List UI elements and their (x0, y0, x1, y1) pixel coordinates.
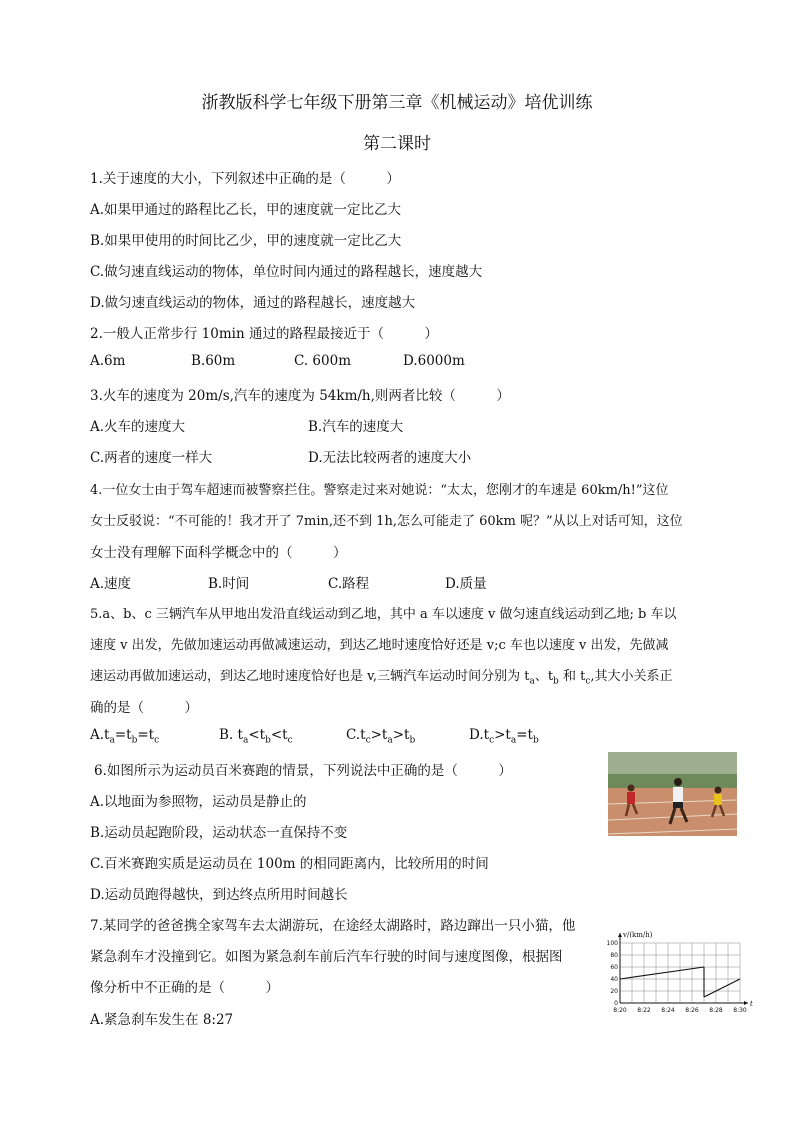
speed-time-chart (604, 925, 754, 1015)
q7-line-3: 像分析中不正确的是（ ） (90, 980, 279, 996)
q5-option-b: B. $t_a<t_b<t_c$ (219, 727, 293, 746)
q4-option-a: A.速度 (90, 576, 132, 592)
y-tick-label: 80 (610, 952, 618, 959)
q4-line-1: 4.一位女士由于驾车超速而被警察拦住。警察走过来对她说：“太太，您刚才的车速是 60km/h!”这位 (90, 483, 669, 498)
q2-stem: 2.一般人正常步行 10min 通过的路程最接近于（ ） (90, 326, 438, 342)
q5-line-4: 确的是（ ） (90, 700, 198, 716)
page-subtitle: 第二课时 (363, 134, 431, 154)
sprint-race-photo (608, 752, 737, 836)
q5-option-d: $D.t_c>t_a=t_b$ (469, 727, 539, 746)
q5-line-2: 速度 v 出发，先做加速运动再做减速运动，到达乙地时速度恰好还是 v;c 车也以速度 v 出发，先做减 (90, 638, 669, 653)
x-axis-label: t (750, 1000, 753, 1008)
x-tick-label: 8:24 (661, 1007, 675, 1014)
y-tick-label: 100 (606, 940, 618, 947)
q3-option-b: B.汽车的速度大 (308, 419, 404, 435)
q4-line-2: 女士反驳说：“不可能的！我才开了 7min,还不到 1h,怎么可能走了 60km 呢？”从以上对话可知，这位 (90, 514, 683, 529)
q1-option-a: A.如果甲通过的路程比乙长，甲的速度就一定比乙大 (90, 202, 402, 218)
speed-series-line (704, 979, 740, 997)
q4-option-c: C.路程 (328, 576, 370, 592)
q5-line-3: 速运动再做加速运动，到达乙地时速度恰好也是 v,三辆汽车运动时间分别为 $t_a$、$t_b$ 和 $t_c$,其大小关系正 (90, 669, 673, 687)
page-title: 浙教版科学七年级下册第三章《机械运动》培优训练 (201, 93, 593, 113)
q1-option-c: C.做匀速直线运动的物体，单位时间内通过的路程越长，速度越大 (90, 264, 483, 280)
q6-option-b: B.运动员起跑阶段，运动状态一直保持不变 (90, 825, 348, 841)
q1-stem: 1.关于速度的大小，下列叙述中正确的是（ ） (90, 171, 400, 187)
x-axis-arrow (744, 1001, 748, 1005)
q4-option-b: B.时间 (208, 576, 250, 592)
y-axis-arrow (618, 933, 622, 937)
x-tick-label: 8:30 (733, 1007, 747, 1014)
q2-option-b: B.60m (191, 353, 236, 369)
x-tick-label: 8:28 (709, 1007, 723, 1014)
speed-series-line (620, 967, 704, 979)
q3-stem: 3.火车的速度为 20m/s,汽车的速度为 54km/h,则两者比较（ ） (90, 388, 510, 404)
q7-option-a: A.紧急刹车发生在 8:27 (90, 1012, 234, 1028)
q3-option-a: A.火车的速度大 (90, 419, 186, 435)
q3-option-d: D.无法比较两者的速度大小 (308, 450, 472, 466)
x-tick-label: 8:26 (685, 1007, 699, 1014)
q6-option-c: C.百米赛跑实质是运动员在 100m 的相同距离内，比较所用的时间 (90, 856, 489, 872)
q2-option-d: D.6000m (403, 353, 465, 369)
q3-option-c: C.两者的速度一样大 (90, 450, 213, 466)
y-tick-label: 60 (610, 964, 618, 971)
x-tick-label: 8:20 (613, 1007, 627, 1014)
q2-option-a: A.6m (90, 353, 126, 369)
y-tick-label: 40 (610, 976, 618, 983)
q7-line-2: 紧急刹车才没撞到它。如图为紧急刹车前后汽车行驶的时间与速度图像，根据图 (90, 949, 563, 965)
x-tick-label: 8:22 (637, 1007, 651, 1014)
q7-line-1: 7.某同学的爸爸携全家驾车去太湖游玩，在途经太湖路时，路边蹿出一只小猫，他 (90, 918, 576, 934)
q4-option-d: D.质量 (445, 576, 487, 592)
y-tick-label: 20 (610, 988, 618, 995)
q4-line-3: 女士没有理解下面科学概念中的（ ） (90, 545, 347, 561)
q5-option-c: $C.t_c>t_a>t_b$ (346, 727, 416, 746)
y-axis-label: v/(km/h) (623, 931, 653, 939)
q5-line-1: 5.a、b、c 三辆汽车从甲地出发沿直线运动到乙地，其中 a 车以速度 v 做匀速直线运动到乙地; b 车以 (90, 607, 677, 622)
q6-option-a: A.以地面为参照物，运动员是静止的 (90, 794, 307, 810)
q5-option-a: $A.t_a=t_b=t_c$ (90, 727, 160, 746)
y-tick-label: 0 (614, 1000, 618, 1007)
q2-option-c: C. 600m (294, 353, 351, 369)
q6-stem: 6.如图所示为运动员百米赛跑的情景，下列说法中正确的是（ ） (94, 763, 512, 779)
q1-option-b: B.如果甲使用的时间比乙少，甲的速度就一定比乙大 (90, 233, 402, 249)
q1-option-d: D.做匀速直线运动的物体，通过的路程越长，速度越大 (90, 295, 416, 311)
q6-option-d: D.运动员跑得越快，到达终点所用时间越长 (90, 887, 348, 903)
